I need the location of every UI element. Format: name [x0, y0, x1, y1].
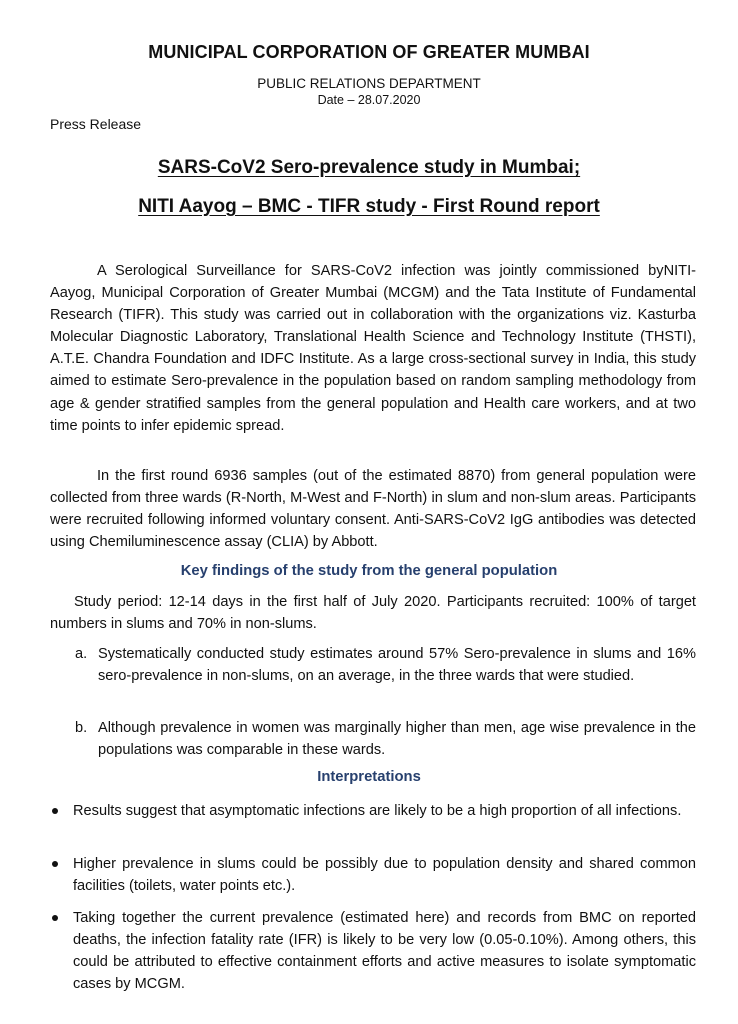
list-item-text: Systematically conducted study estimates around 57% Sero-prevalence in slums and 16% sero-prevalence in non-slums, on an average, in the three wards that were studied. [98, 646, 696, 685]
bullet-icon [52, 861, 58, 867]
interpretations-list [50, 800, 696, 1000]
list-item [50, 717, 696, 761]
title-line-2: NITI Aayog – BMC - TIFR study - First Round report [138, 196, 600, 217]
list-item-text: Results suggest that asymptomatic infections are likely to be a high proportion of all infections. [73, 803, 682, 819]
interpretations-heading: Interpretations [317, 769, 421, 785]
paragraph-text: A Serological Surveillance for SARS-CoV2 infection was jointly commissioned byNITI-Aayog, Municipal Corporation of Greater Mumbai (MCGM) and the Tata Institute of Fundamental Research (TIFR). This study was carried out in collaboration with the organizations viz. Kasturba Molecular Diagnostic Laboratory, Translational Health Science and Technology Institute (THSTI), A.T.E. Chandra Foundation and IDFC Institute. As a large cross-sectional survey in India, this study aimed to estimate Sero-prevalence in the population based on random sampling methodology from age & gender stratified samples from the general population and Health care workers, and at two time points to infer epidemic spread. [50, 263, 696, 434]
list-item [50, 907, 696, 995]
press-release-label: Press Release [50, 116, 142, 132]
study-period-paragraph [50, 591, 696, 635]
list-item-text: Although prevalence in women was marginally higher than men, age wise prevalence in the populations was comparable in these wards. [98, 720, 696, 759]
paragraph-text: In the first round 6936 samples (out of the estimated 8870) from general population were collected from three wards (R-North, M-West and F-North) in slum and non-slum areas. Participants were recruited following informed voluntary consent. Anti-SARS-CoV2 IgG antibodies was detected using Chemiluminescence assay (CLIA) by Abbott. [50, 468, 696, 551]
department-name: PUBLIC RELATIONS DEPARTMENT [257, 76, 481, 91]
release-date: Date – 28.07.2020 [317, 93, 421, 107]
intro-paragraph [50, 260, 696, 437]
samples-paragraph [50, 465, 696, 553]
findings-heading: Key findings of the study from the general population [180, 563, 558, 579]
title-line-1: SARS-CoV2 Sero-prevalence study in Mumbai; [157, 157, 581, 178]
paragraph-text: Study period: 12-14 days in the first half of July 2020. Participants recruited: 100% of target numbers in slums and 70% in non-slums. [50, 594, 696, 633]
list-item [50, 800, 696, 822]
bullet-icon [52, 915, 58, 921]
list-item [50, 643, 696, 687]
list-item [50, 853, 696, 897]
list-marker: b. [75, 720, 88, 736]
bullet-icon [52, 808, 58, 814]
findings-list [50, 643, 696, 759]
organization-name: MUNICIPAL CORPORATION OF GREATER MUMBAI [148, 42, 590, 62]
list-item-text: Higher prevalence in slums could be possibly due to population density and shared common facilities (toilets, water points etc.). [73, 856, 696, 895]
list-marker: a. [75, 646, 88, 662]
list-item-text: Taking together the current prevalence (estimated here) and records from BMC on reported deaths, the infection fatality rate (IFR) is likely to be very low (0.05-0.10%). Among others, this could be attributed to effective containment efforts and active measures to isolate symptomatic cases by MCGM. [73, 910, 696, 993]
